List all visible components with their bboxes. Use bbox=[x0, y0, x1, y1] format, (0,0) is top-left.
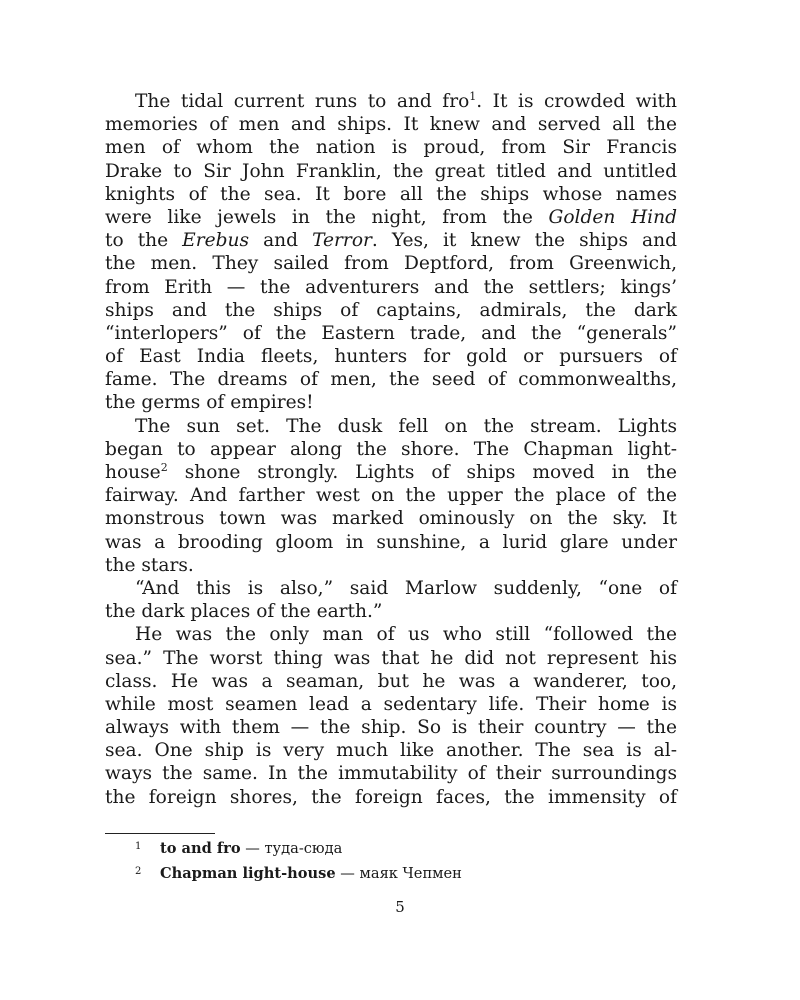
text-line bbox=[105, 90, 677, 113]
text-run: “interlopers” of the Eastern trade, and the “generals” bbox=[105, 322, 677, 344]
footnote-gloss: — туда-сюда bbox=[240, 840, 343, 857]
text-run: sea.” The worst thing was that he did not represent his bbox=[105, 647, 677, 669]
text-line bbox=[105, 391, 677, 414]
footnote-separator bbox=[105, 833, 215, 834]
text-line bbox=[105, 623, 677, 646]
text-line bbox=[105, 322, 677, 345]
footnote-marker: 1 bbox=[469, 90, 477, 103]
text-run: fame. The dreams of men, the seed of commonwealths, bbox=[105, 369, 677, 391]
text-run: . Yes, it knew the ships and bbox=[371, 230, 677, 252]
footnote-item bbox=[135, 865, 462, 882]
text-line bbox=[105, 507, 677, 530]
text-run: . It is crowded with bbox=[476, 91, 677, 112]
text-run: sea. One ship is very much like another. The sea is al- bbox=[105, 740, 677, 762]
text-run: memories of men and ships. It knew and served all the bbox=[105, 114, 677, 136]
text-run: fairway. And farther west on the upper the place of the bbox=[105, 485, 677, 507]
text-run: the germs of empires! bbox=[105, 392, 314, 414]
text-line bbox=[105, 531, 677, 554]
text-line bbox=[105, 252, 677, 275]
text-run: monstrous town was marked ominously on the sky. It bbox=[105, 508, 677, 530]
text-line bbox=[105, 299, 677, 322]
text-line bbox=[105, 415, 677, 438]
text-line bbox=[105, 762, 677, 785]
text-run: the dark places of the earth.” bbox=[105, 601, 383, 623]
text-run: The sun set. The dusk fell on the stream. Lights bbox=[135, 415, 677, 437]
text-line bbox=[105, 276, 677, 299]
text-run: ships and the ships of captains, admirals, the dark bbox=[105, 299, 677, 321]
text-line bbox=[105, 368, 677, 391]
text-line bbox=[105, 739, 677, 762]
footnote-item bbox=[135, 840, 342, 857]
text-run: men of whom the nation is proud, from Sir Francis bbox=[105, 137, 677, 159]
text-line bbox=[105, 229, 677, 252]
text-line bbox=[105, 160, 677, 183]
text-run: Golden Hind bbox=[548, 206, 677, 228]
text-line bbox=[105, 438, 677, 461]
footnote-term: Chapman light-house bbox=[160, 865, 336, 882]
footnote-number: 1 bbox=[135, 841, 142, 852]
text-run: began to appear along the shore. The Chapman light- bbox=[105, 438, 677, 460]
body-text bbox=[105, 90, 677, 809]
text-run: Terror bbox=[312, 230, 372, 252]
text-line bbox=[105, 716, 677, 739]
text-line bbox=[105, 670, 677, 693]
text-line bbox=[105, 600, 677, 623]
footnote-gloss: — маяк Чепмен bbox=[335, 865, 462, 882]
footnote-marker: 2 bbox=[160, 461, 168, 474]
text-run: The tidal current runs to and fro bbox=[135, 91, 470, 112]
footnote-number: 2 bbox=[135, 866, 142, 877]
text-run: was a brooding gloom in sunshine, a lurid glare under bbox=[105, 531, 677, 553]
text-run: and bbox=[249, 230, 313, 252]
text-run: house bbox=[105, 462, 161, 483]
text-run: shone strongly. Lights of ships moved in the bbox=[167, 462, 677, 483]
text-run: knights of the sea. It bore all the ships whose names bbox=[105, 183, 677, 205]
text-line bbox=[105, 113, 677, 136]
text-line bbox=[105, 647, 677, 670]
text-run: the foreign shores, the foreign faces, the immensity of bbox=[105, 786, 677, 808]
text-run: the stars. bbox=[105, 554, 194, 576]
text-line bbox=[105, 554, 677, 577]
text-run: ways the same. In the immutability of their surroundings bbox=[105, 763, 677, 785]
text-run: class. He was a seaman, but he was a wanderer, too, bbox=[105, 670, 677, 692]
text-run: always with them — the ship. So is their country — the bbox=[105, 717, 677, 739]
text-line bbox=[105, 577, 677, 600]
text-run: He was the only man of us who still “followed the bbox=[135, 624, 677, 646]
text-run: the men. They sailed from Deptford, from Greenwich, bbox=[105, 253, 677, 275]
text-run: Drake to Sir John Franklin, the great titled and untitled bbox=[105, 160, 677, 182]
text-run: were like jewels in the night, from the bbox=[105, 206, 549, 228]
page-number: 5 bbox=[395, 898, 405, 916]
text-line bbox=[105, 786, 677, 809]
text-line bbox=[105, 206, 677, 229]
text-line bbox=[105, 693, 677, 716]
text-run: from Erith — the adventurers and the settlers; kings’ bbox=[105, 276, 677, 298]
text-line bbox=[105, 136, 677, 159]
text-run: while most seamen lead a sedentary life. Their home is bbox=[105, 693, 677, 715]
text-line bbox=[105, 345, 677, 368]
text-line bbox=[105, 461, 677, 484]
text-line bbox=[105, 484, 677, 507]
footnote-term: to and fro bbox=[160, 840, 241, 857]
text-run: of East India fleets, hunters for gold or pursuers of bbox=[105, 346, 677, 368]
text-run: Erebus bbox=[182, 230, 250, 252]
text-run: to the bbox=[105, 230, 183, 252]
text-run: “And this is also,” said Marlow suddenly, “one of bbox=[135, 577, 677, 599]
text-line bbox=[105, 183, 677, 206]
